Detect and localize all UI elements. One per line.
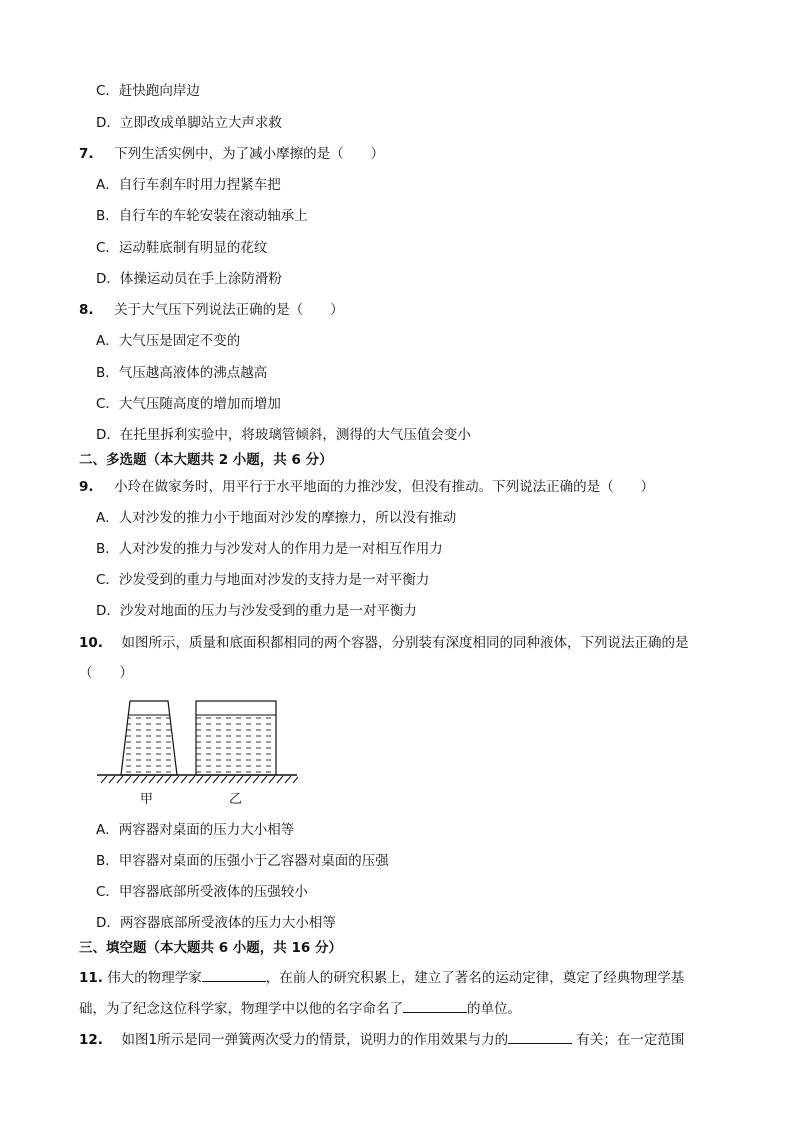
liquid-yi bbox=[196, 715, 276, 775]
q8-option-c: C．大气压随高度的增加而增加 bbox=[96, 396, 281, 412]
q9-option-d: D．沙发对地面的压力与沙发受到的重力是一对平衡力 bbox=[96, 603, 417, 619]
label-yi: 乙 bbox=[229, 792, 243, 807]
question-number: 9. bbox=[79, 479, 94, 495]
question-text-part1: 伟大的物理学家 bbox=[107, 970, 202, 986]
question-number: 10. bbox=[79, 635, 103, 651]
answer-paren: （ ） bbox=[79, 665, 133, 681]
q7-option-a: A．自行车刹车时用力捏紧车把 bbox=[96, 177, 281, 193]
question-text-part1: 如图1所示是同一弹簧两次受力的情景，说明力的作用效果与力的 bbox=[121, 1032, 509, 1048]
question-7 bbox=[79, 145, 384, 163]
question-11-line2 bbox=[79, 998, 521, 1018]
question-text-line2-part2: 的单位。 bbox=[467, 1001, 521, 1017]
q10-option-b: B．甲容器对桌面的压强小于乙容器对桌面的压强 bbox=[96, 853, 389, 869]
question-12 bbox=[79, 1029, 684, 1049]
q9-option-c: C．沙发受到的重力与地面对沙发的支持力是一对平衡力 bbox=[96, 572, 430, 588]
question-text: 如图所示，质量和底面积都相同的两个容器，分别装有深度相同的同种液体，下列说法正确的是 bbox=[121, 635, 689, 651]
q6-option-c: C．赶快跑向岸边 bbox=[96, 83, 200, 99]
question-text-line2-part1: 础，为了纪念这位科学家，物理学中以他的名字命名了 bbox=[79, 1001, 403, 1017]
q9-option-a: A．人对沙发的推力小于地面对沙发的摩擦力，所以没有推动 bbox=[96, 510, 457, 526]
containers-figure bbox=[95, 697, 305, 787]
ground-hatching bbox=[101, 776, 298, 783]
question-8 bbox=[79, 301, 344, 319]
answer-blank[interactable] bbox=[403, 998, 467, 1013]
label-jia: 甲 bbox=[140, 792, 154, 807]
question-text: 下列生活实例中，为了减小摩擦的是（ ） bbox=[114, 146, 385, 162]
question-text-part2: 有关；在一定范围 bbox=[572, 1032, 685, 1048]
section-heading-multiple-choice: 二、多选题（本大题共 2 小题，共 6 分） bbox=[79, 452, 333, 468]
q8-option-b: B．气压越高液体的沸点越高 bbox=[96, 365, 268, 381]
q10-option-c: C．甲容器底部所受液体的压强较小 bbox=[96, 884, 308, 900]
question-11 bbox=[79, 967, 684, 987]
q6-option-d: D．立即改成单脚站立大声求救 bbox=[96, 115, 282, 131]
q8-option-d: D．在托里拆利实验中，将玻璃管倾斜，测得的大气压值会变小 bbox=[96, 427, 471, 443]
q7-option-b: B．自行车的车轮安装在滚动轴承上 bbox=[96, 208, 308, 224]
question-text: 关于大气压下列说法正确的是（ ） bbox=[114, 302, 344, 318]
question-number: 8. bbox=[79, 302, 94, 318]
q7-option-d: D．体操运动员在手上涂防滑粉 bbox=[96, 271, 282, 287]
question-9 bbox=[79, 478, 654, 496]
question-number: 12. bbox=[79, 1032, 103, 1048]
q7-option-c: C．运动鞋底制有明显的花纹 bbox=[96, 240, 268, 256]
section-heading-fill-in: 三、填空题（本大题共 6 小题，共 16 分） bbox=[79, 940, 342, 956]
q10-option-d: D．两容器底部所受液体的压力大小相等 bbox=[96, 915, 336, 931]
liquid-jia bbox=[121, 715, 177, 775]
question-10 bbox=[79, 634, 689, 652]
q10-option-a: A．两容器对桌面的压力大小相等 bbox=[96, 822, 295, 838]
q9-option-b: B．人对沙发的推力与沙发对人的作用力是一对相互作用力 bbox=[96, 541, 443, 557]
question-text: 小玲在做家务时，用平行于水平地面的力推沙发，但没有推动。下列说法正确的是（ ） bbox=[114, 479, 655, 495]
question-number: 11. bbox=[79, 970, 103, 986]
question-number: 7. bbox=[79, 146, 94, 162]
q8-option-a: A．大气压是固定不变的 bbox=[96, 333, 241, 349]
answer-blank[interactable] bbox=[202, 967, 266, 982]
answer-blank[interactable] bbox=[508, 1029, 572, 1044]
question-text-part2: ，在前人的研究积累上，建立了著名的运动定律，奠定了经典物理学基 bbox=[265, 970, 685, 986]
